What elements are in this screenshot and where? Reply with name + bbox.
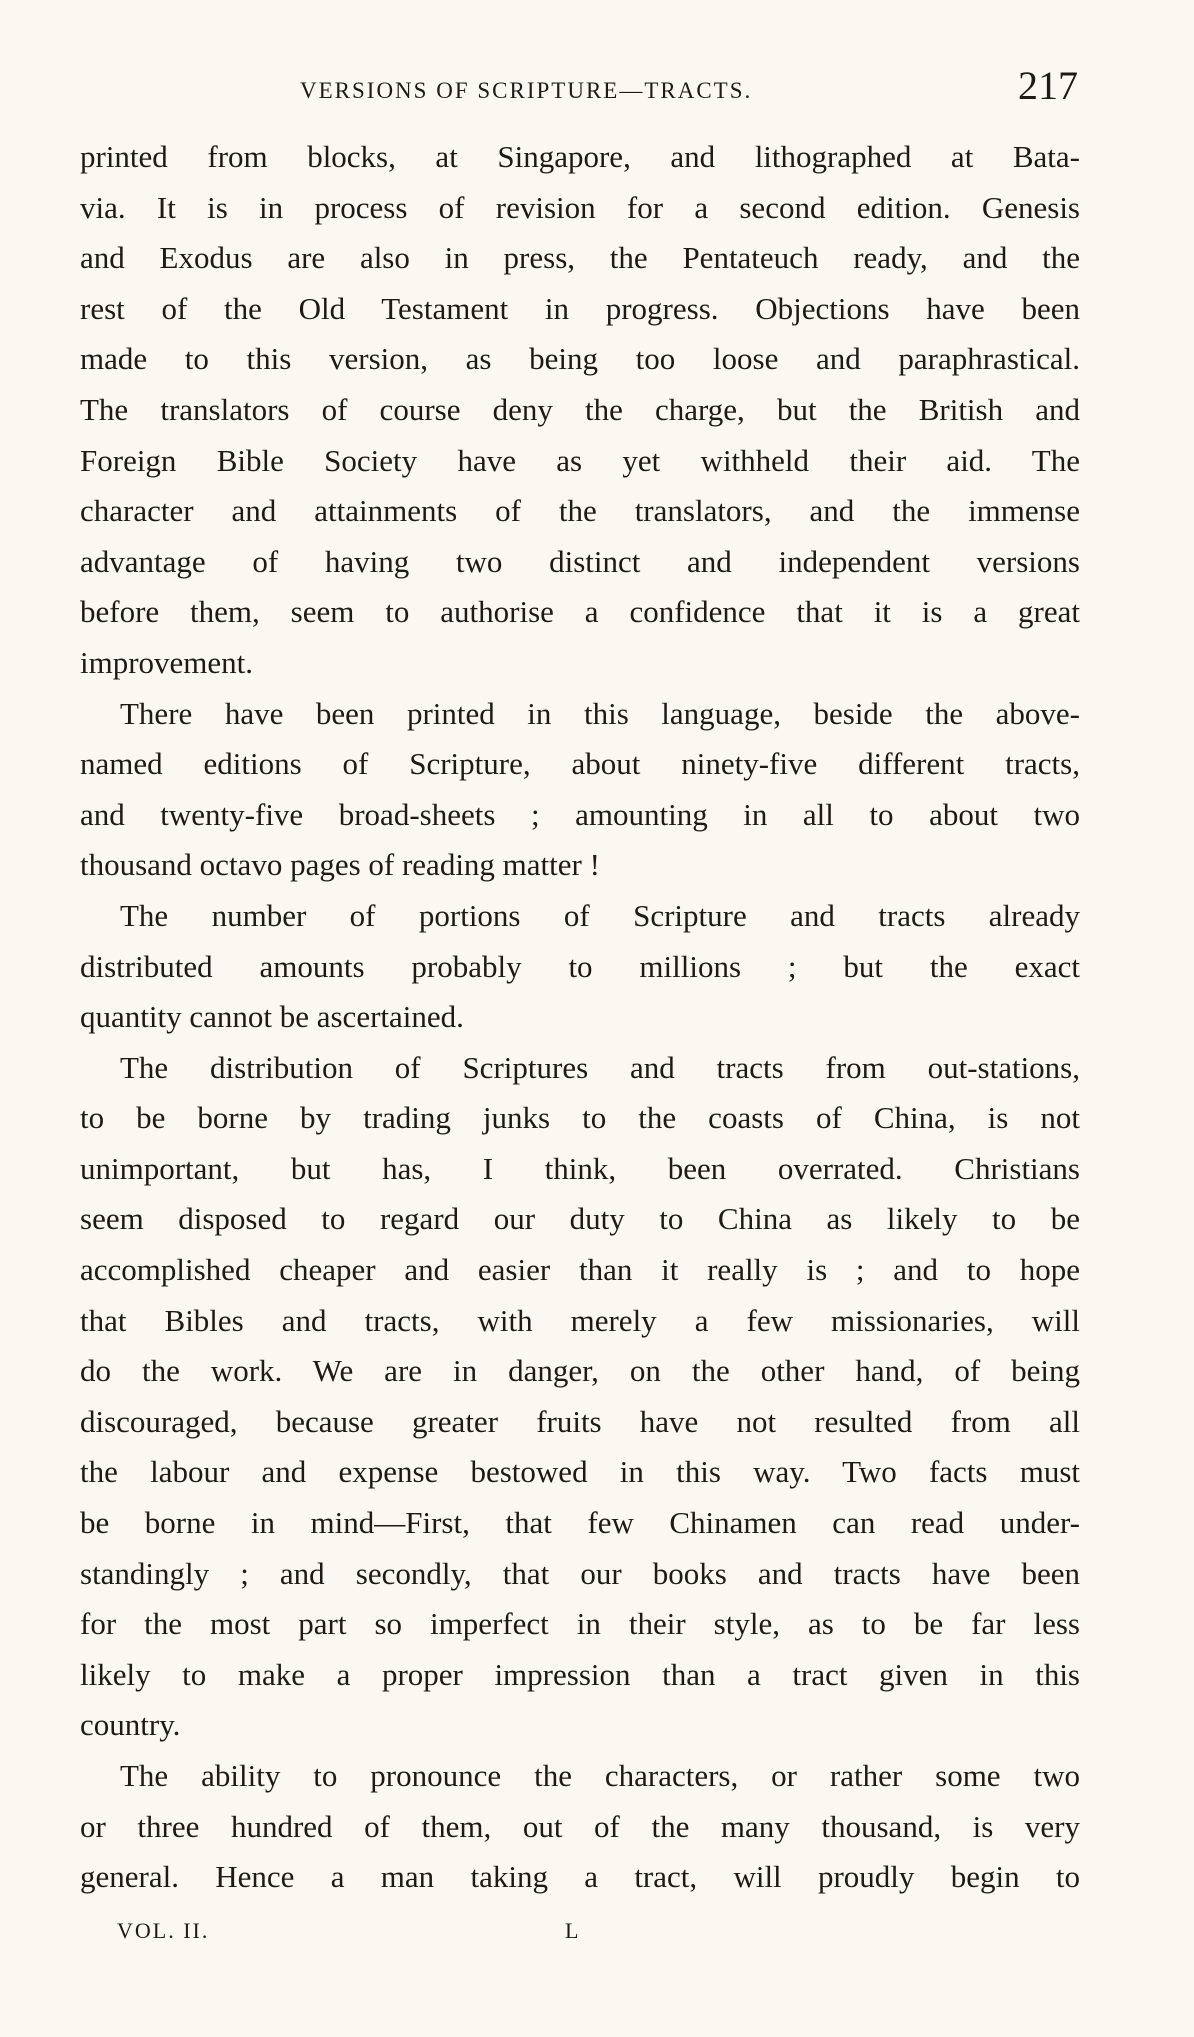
running-head: VERSIONS OF SCRIPTURE—TRACTS. — [300, 78, 753, 103]
text-line: seem disposed to regard our duty to China as likely to be — [80, 1201, 1080, 1237]
text-line: likely to make a proper impression than a tract given in this — [80, 1656, 1080, 1692]
page-number: 217 — [1018, 63, 1078, 108]
text-line: and twenty-five broad-sheets ; amounting in all to about two — [80, 796, 1080, 832]
text-line: standingly ; and secondly, that our books and tracts have been — [80, 1555, 1080, 1591]
text-line: The number of portions of Scripture and tracts already — [120, 897, 1080, 933]
text-line: The distribution of Scriptures and tracts from out-stations, — [120, 1049, 1080, 1085]
text-line: or three hundred of them, out of the many thousand, is very — [80, 1808, 1080, 1844]
signature-mark: L — [565, 1918, 579, 1943]
text-line: Foreign Bible Society have as yet withheld their aid. The — [80, 442, 1080, 478]
text-line: before them, seem to authorise a confidence that it is a great — [80, 594, 1080, 630]
text-line: the labour and expense bestowed in this way. Two facts must — [80, 1454, 1080, 1490]
text-line: thousand octavo pages of reading matter ! — [80, 847, 600, 883]
text-line: do the work. We are in danger, on the other hand, of being — [80, 1353, 1080, 1389]
text-line: discouraged, because greater fruits have not resulted from all — [80, 1403, 1080, 1439]
text-line: printed from blocks, at Singapore, and lithographed at Bata- — [80, 139, 1080, 174]
text-line: unimportant, but has, I think, been overrated. Christians — [80, 1150, 1080, 1186]
text-line: The ability to pronounce the characters, or rather some two — [120, 1758, 1080, 1793]
text-line: and Exodus are also in press, the Pentateuch ready, and the — [80, 240, 1080, 276]
text-line: country. — [80, 1707, 181, 1743]
volume-label: VOL. II. — [117, 1918, 210, 1943]
text-line: advantage of having two distinct and independent versions — [80, 543, 1080, 579]
text-line: character and attainments of the translators, and the immense — [80, 493, 1080, 529]
text-line: The translators of course deny the charge, but the British and — [80, 391, 1080, 427]
text-line: distributed amounts probably to millions ; but the exact — [80, 948, 1080, 984]
text-line: There have been printed in this language, beside the above- — [120, 695, 1080, 731]
text-line: general. Hence a man taking a tract, will proudly begin to — [80, 1859, 1080, 1895]
text-line: quantity cannot be ascertained. — [80, 999, 464, 1035]
text-line: for the most part so imperfect in their style, as to be far less — [80, 1606, 1080, 1642]
text-line: to be borne by trading junks to the coasts of China, is not — [80, 1100, 1080, 1136]
text-line: accomplished cheaper and easier than it really is ; and to hope — [80, 1252, 1080, 1288]
body-text — [80, 132, 1080, 1903]
text-line: named editions of Scripture, about ninety-five different tracts, — [80, 746, 1080, 782]
text-line: improvement. — [80, 644, 254, 680]
text-line: be borne in mind—First, that few Chinamen can read under- — [80, 1505, 1080, 1541]
text-line: made to this version, as being too loose and paraphrastical. — [80, 341, 1080, 377]
text-line: via. It is in process of revision for a second edition. Genesis — [80, 189, 1080, 225]
text-line: rest of the Old Testament in progress. Objections have been — [80, 290, 1080, 326]
text-line: that Bibles and tracts, with merely a few missionaries, will — [80, 1302, 1080, 1338]
